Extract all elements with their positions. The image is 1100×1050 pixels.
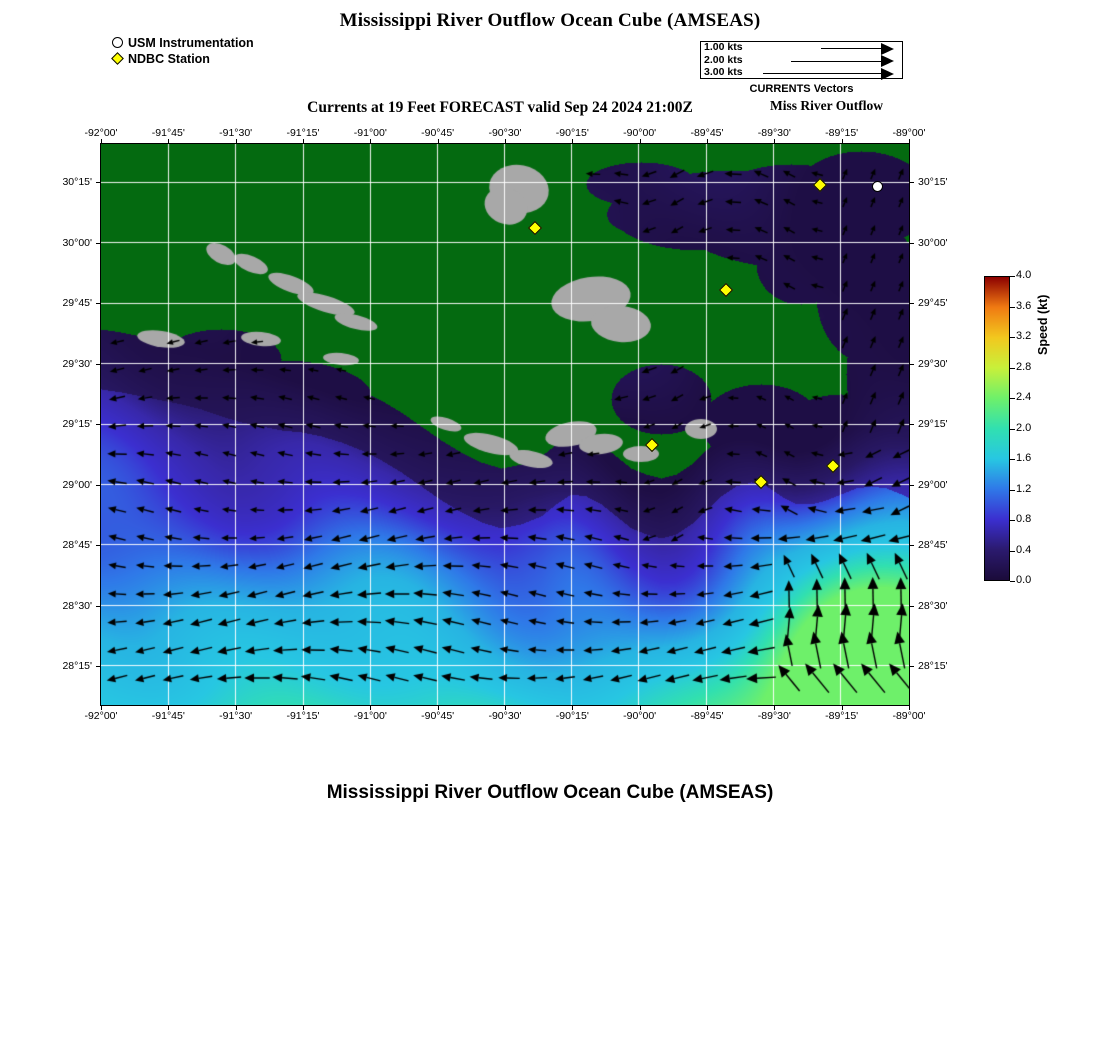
y-tick-label: 30°00' <box>918 236 948 249</box>
x-tick-mark <box>505 706 506 710</box>
y-tick-label: 29°30' <box>62 357 92 370</box>
y-tick-mark <box>96 364 100 365</box>
colorbar-title: Speed (kt) <box>1036 294 1050 355</box>
circle-marker-icon <box>110 36 128 51</box>
vector-arrow-2 <box>791 61 881 62</box>
vector-arrowhead-2 <box>881 55 894 67</box>
y-tick-mark <box>96 182 100 183</box>
x-tick-label: -90°45' <box>421 710 455 722</box>
y-tick-label: 28°15' <box>62 660 92 672</box>
x-tick-label: -89°15' <box>825 127 859 139</box>
x-tick-label: -91°30' <box>219 710 253 722</box>
x-tick-mark <box>168 139 169 143</box>
bottom-title: Mississippi River Outflow Ocean Cube (AMSEAS) <box>326 782 774 803</box>
y-tick-mark <box>910 485 914 486</box>
y-tick-mark <box>96 485 100 486</box>
x-tick-mark <box>303 706 304 710</box>
vector-arrowhead-3 <box>881 68 894 80</box>
x-tick-mark <box>640 706 641 710</box>
y-tick-label: 28°30' <box>62 599 92 612</box>
x-tick-label: -91°15' <box>286 710 320 722</box>
colorbar-tick-label: 2.0 <box>1016 421 1032 434</box>
vector-key-caption: CURRENTS Vectors <box>749 83 854 95</box>
x-tick-mark <box>707 706 708 710</box>
x-tick-label: -91°45' <box>151 710 185 722</box>
x-tick-label: -91°30' <box>219 127 253 139</box>
colorbar-tick-mark <box>1010 459 1015 460</box>
x-tick-mark <box>505 139 506 143</box>
map-raster <box>101 144 909 705</box>
x-tick-mark <box>101 139 102 143</box>
station-legend <box>110 36 254 68</box>
vector-scale-key <box>700 41 903 79</box>
y-tick-label: 28°45' <box>918 539 948 551</box>
x-tick-label: -89°30' <box>757 710 791 722</box>
x-tick-label: -89°45' <box>690 127 724 139</box>
colorbar-gradient <box>985 277 1009 580</box>
x-tick-mark <box>438 139 439 143</box>
y-tick-mark <box>910 364 914 365</box>
x-tick-mark <box>303 139 304 143</box>
y-tick-mark <box>910 545 914 546</box>
y-tick-label: 30°15' <box>62 176 92 188</box>
x-tick-mark <box>101 706 102 710</box>
x-tick-label: -92°00' <box>84 710 118 722</box>
x-tick-label: -90°00' <box>623 710 657 722</box>
y-tick-mark <box>910 303 914 304</box>
y-tick-label: 29°30' <box>918 357 948 370</box>
y-tick-mark <box>96 545 100 546</box>
vector-key-label-1: 1.00 kts <box>704 41 743 53</box>
x-tick-label: -90°30' <box>488 127 522 139</box>
x-tick-label: -91°00' <box>353 127 387 139</box>
chart-subtitle: Currents at 19 Feet FORECAST valid Sep 24 2024 21:00Z <box>307 99 693 116</box>
vector-arrow-1 <box>821 48 881 49</box>
colorbar-tick-label: 1.2 <box>1016 482 1032 495</box>
colorbar-tick-mark <box>1010 368 1015 369</box>
vector-key-label-3: 3.00 kts <box>704 66 743 79</box>
x-tick-label: -89°15' <box>825 710 859 722</box>
y-tick-label: 28°30' <box>918 599 948 612</box>
x-tick-label: -89°00' <box>892 127 926 139</box>
x-tick-mark <box>842 706 843 710</box>
colorbar-tick-label: 4.0 <box>1016 269 1032 281</box>
x-tick-label: -90°15' <box>555 127 589 139</box>
x-tick-mark <box>236 706 237 710</box>
colorbar-tick-mark <box>1010 307 1015 308</box>
x-tick-mark <box>438 706 439 710</box>
x-tick-mark <box>168 706 169 710</box>
x-tick-mark <box>842 139 843 143</box>
x-tick-mark <box>774 706 775 710</box>
legend-item-usm-label: USM Instrumentation <box>128 36 254 50</box>
x-tick-mark <box>774 139 775 143</box>
legend-item-ndbc-label: NDBC Station <box>128 52 210 66</box>
legend-item-ndbc <box>110 52 254 67</box>
y-tick-label: 29°45' <box>918 297 948 309</box>
x-tick-label: -89°00' <box>892 710 926 722</box>
y-tick-mark <box>910 243 914 244</box>
y-tick-label: 28°45' <box>62 539 92 551</box>
y-tick-label: 29°00' <box>62 478 92 491</box>
y-tick-label: 30°15' <box>918 176 948 188</box>
colorbar-tick-mark <box>1010 398 1015 399</box>
y-tick-label: 29°15' <box>62 418 92 430</box>
colorbar-tick-mark <box>1010 551 1015 552</box>
x-tick-label: -90°00' <box>623 127 657 139</box>
usm-instrumentation-marker[interactable] <box>872 181 883 192</box>
page-title: Mississippi River Outflow Ocean Cube (AMSEAS) <box>339 10 761 31</box>
colorbar-tick-mark <box>1010 276 1015 277</box>
x-tick-mark <box>909 139 910 143</box>
y-tick-mark <box>96 424 100 425</box>
x-tick-mark <box>370 706 371 710</box>
x-tick-mark <box>572 139 573 143</box>
legend-item-usm <box>110 36 254 51</box>
colorbar-tick-mark <box>1010 490 1015 491</box>
vector-key-label-2: 2.00 kts <box>704 53 743 66</box>
vector-key-row-3 <box>701 67 904 80</box>
x-tick-mark <box>909 706 910 710</box>
y-tick-mark <box>910 424 914 425</box>
colorbar-tick-label: 0.0 <box>1016 574 1032 586</box>
x-tick-mark <box>572 706 573 710</box>
colorbar-tick-mark <box>1010 429 1015 430</box>
y-tick-label: 28°15' <box>918 660 948 672</box>
x-tick-label: -90°45' <box>421 127 455 139</box>
y-tick-mark <box>96 606 100 607</box>
y-tick-mark <box>96 666 100 667</box>
x-tick-label: -90°30' <box>488 710 522 722</box>
x-tick-label: -91°15' <box>286 127 320 139</box>
y-tick-mark <box>910 666 914 667</box>
x-tick-label: -91°00' <box>353 710 387 722</box>
region-label: Miss River Outflow <box>770 98 883 113</box>
y-tick-label: 29°00' <box>918 478 948 491</box>
diamond-marker-icon <box>110 52 128 67</box>
colorbar-tick-mark <box>1010 337 1015 338</box>
vector-arrow-3 <box>763 73 881 74</box>
y-tick-mark <box>96 243 100 244</box>
y-tick-mark <box>96 303 100 304</box>
colorbar-tick-label: 1.6 <box>1016 452 1032 464</box>
y-tick-label: 29°45' <box>62 297 92 309</box>
x-tick-label: -91°45' <box>151 127 185 139</box>
colorbar-tick-label: 3.6 <box>1016 299 1032 312</box>
vector-arrowhead-1 <box>881 43 894 55</box>
colorbar-tick-label: 3.2 <box>1016 330 1032 342</box>
colorbar-tick-mark <box>1010 581 1015 582</box>
colorbar-tick-label: 2.4 <box>1016 391 1032 403</box>
x-tick-mark <box>707 139 708 143</box>
y-tick-label: 30°00' <box>62 236 92 249</box>
speed-colorbar <box>984 276 1010 581</box>
x-tick-mark <box>236 139 237 143</box>
x-tick-mark <box>640 139 641 143</box>
y-tick-mark <box>910 182 914 183</box>
x-tick-label: -89°30' <box>757 127 791 139</box>
colorbar-tick-label: 0.8 <box>1016 513 1032 525</box>
y-tick-label: 29°15' <box>918 418 948 430</box>
map-plot-area[interactable] <box>100 143 910 706</box>
x-tick-label: -92°00' <box>84 127 118 139</box>
y-tick-mark <box>910 606 914 607</box>
colorbar-tick-label: 0.4 <box>1016 543 1032 556</box>
colorbar-tick-mark <box>1010 520 1015 521</box>
x-tick-mark <box>370 139 371 143</box>
colorbar-tick-label: 2.8 <box>1016 360 1032 373</box>
x-tick-label: -89°45' <box>690 710 724 722</box>
x-tick-label: -90°15' <box>555 710 589 722</box>
